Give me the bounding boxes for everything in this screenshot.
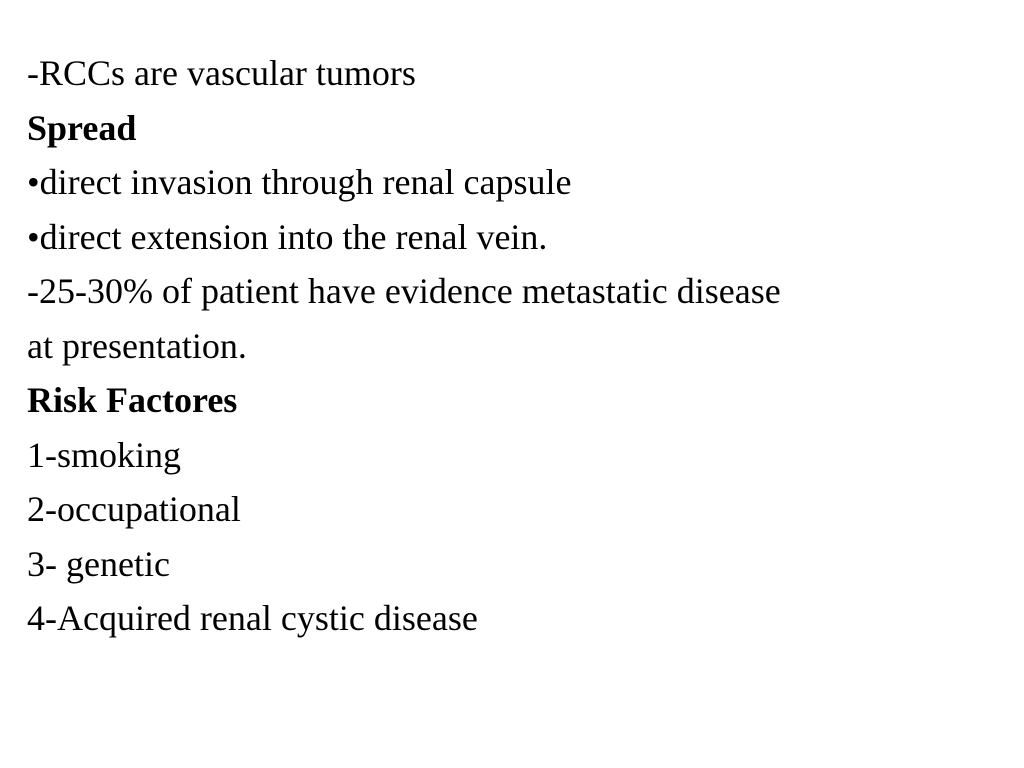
risk-factor-item: 4-Acquired renal cystic disease [27,598,478,638]
risk-factor-item: 3- genetic [27,543,170,584]
spread-item: •direct extension into the renal vein. [27,216,548,257]
intro-line: -RCCs are vascular tumors [27,53,416,93]
risk-factor-item: 1-smoking [27,434,182,475]
spread-heading: Spread [27,107,137,148]
risk-factors-heading: Risk Factores [27,380,238,420]
metastatic-line-continued: at presentation. [27,325,247,366]
slide-body [27,46,1007,646]
spread-item: •direct invasion through renal capsule [27,162,572,202]
risk-factor-item: 2-occupational [27,489,241,529]
metastatic-line: -25-30% of patient have evidence metastatic disease [27,271,781,311]
